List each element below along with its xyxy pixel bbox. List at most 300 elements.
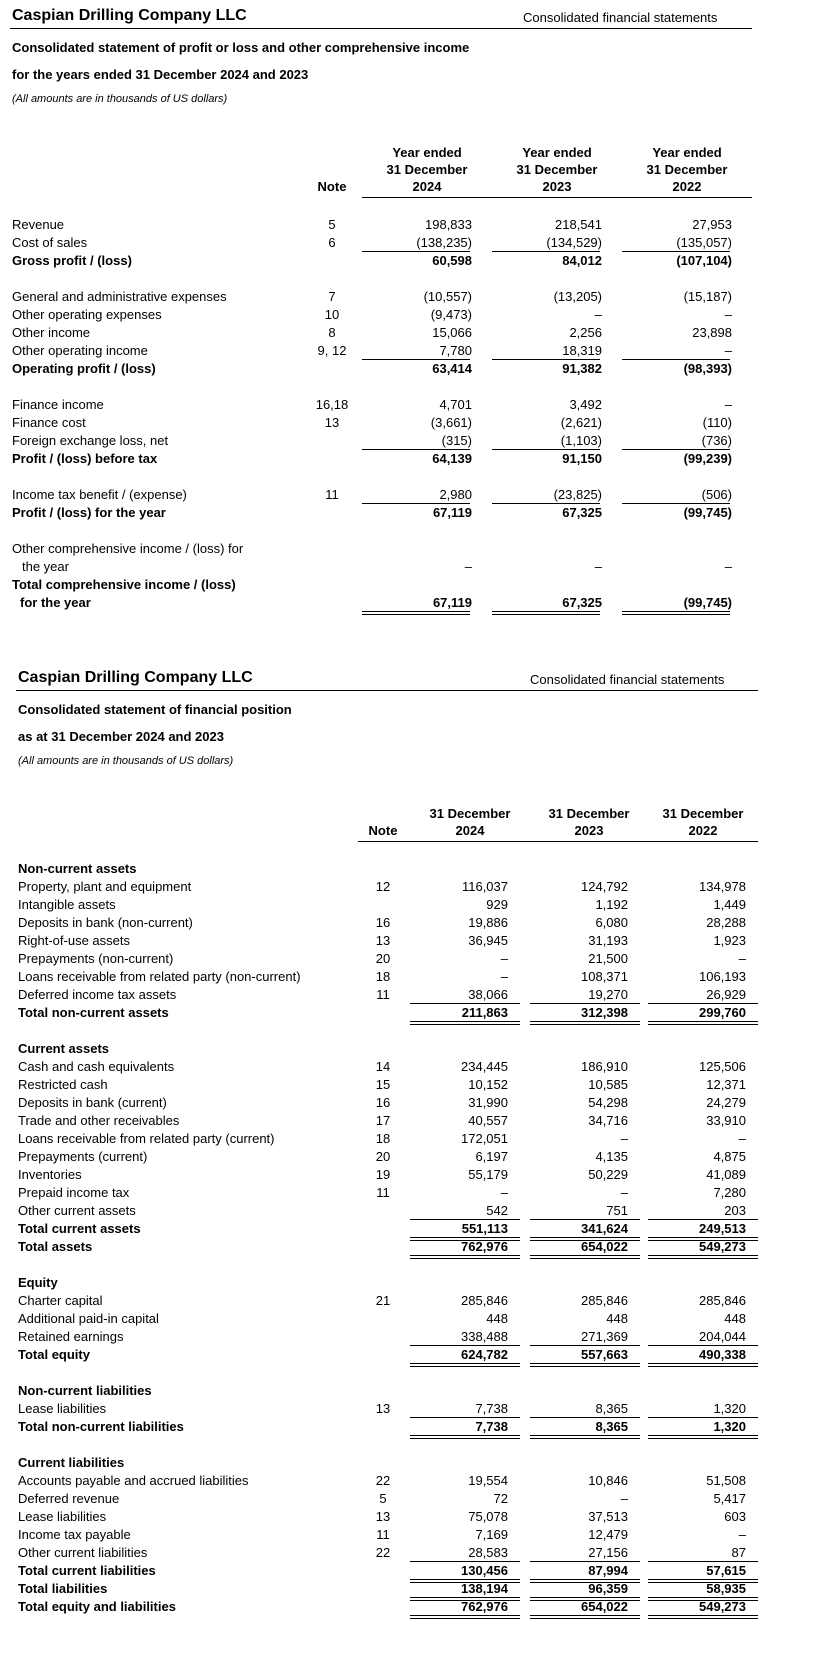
fp-row-value: 19,270 — [588, 987, 628, 1002]
fp-row-value: 72 — [493, 1491, 508, 1506]
pl-row-value: – — [724, 343, 732, 358]
fp-row-value: 285,846 — [461, 1293, 508, 1308]
fp-row-value: – — [500, 1185, 508, 1200]
fp-row-label: Total equity — [18, 1347, 90, 1362]
fp-row-value: 203 — [724, 1203, 746, 1218]
fp-row-label: Other current liabilities — [18, 1545, 148, 1560]
fp-table-row — [0, 1382, 832, 1399]
fp-row-value: 40,557 — [468, 1113, 508, 1128]
pl-col-header-line: Year ended — [522, 145, 592, 160]
fp-table-row — [0, 950, 832, 967]
pl-row-value: (2,621) — [560, 415, 602, 430]
fp-row-label: Prepayments (non-current) — [18, 951, 174, 966]
pl-row-value: (98,393) — [683, 361, 732, 376]
fp-row-note: 12 — [375, 879, 391, 894]
fp-row-value: 10,846 — [588, 1473, 628, 1488]
fp-row-label: Loans receivable from related party (current) — [18, 1131, 275, 1146]
fp-table-row — [0, 1148, 832, 1165]
pl-row-note: 11 — [325, 487, 339, 502]
fp-row-label: Other current assets — [18, 1203, 136, 1218]
fp-total-double-rule — [530, 1255, 640, 1259]
pl-row-value: (9,473) — [430, 307, 472, 322]
fp-row-value: 58,935 — [706, 1581, 746, 1596]
pl-row-value: 18,319 — [562, 343, 602, 358]
pl-total-double-rule — [492, 611, 600, 615]
pl-row-value: (99,239) — [683, 451, 732, 466]
pl-table-row — [0, 252, 832, 269]
pl-row-value: – — [464, 559, 472, 574]
fp-table-row — [0, 1058, 832, 1075]
pl-row-value: (15,187) — [683, 289, 732, 304]
fp-row-note: 13 — [375, 933, 391, 948]
fp-table-row — [0, 1490, 832, 1507]
fp-row-value: 762,976 — [461, 1599, 508, 1614]
fp-row-value: 27,156 — [588, 1545, 628, 1560]
pl-row-label: Finance cost — [12, 415, 86, 430]
fp-col-header-line: 31 December — [548, 806, 630, 821]
fp-total-double-rule — [648, 1363, 758, 1367]
fp-row-note: 11 — [376, 1527, 390, 1542]
fp-row-value: – — [500, 969, 508, 984]
fp-row-note: 18 — [375, 969, 391, 984]
fp-row-value: 124,792 — [581, 879, 628, 894]
fp-row-label: Additional paid-in capital — [18, 1311, 159, 1326]
fp-header-rule — [16, 690, 758, 691]
fp-table-row — [0, 986, 832, 1003]
fp-row-note: 15 — [375, 1077, 391, 1092]
pl-row-note: 9, 12 — [317, 343, 347, 358]
fp-table-row — [0, 1598, 832, 1615]
pl-row-value: 4,701 — [439, 397, 472, 412]
pl-row-value: (138,235) — [416, 235, 472, 250]
fp-row-value: 557,663 — [581, 1347, 628, 1362]
fp-note-header: Note — [368, 823, 398, 838]
pl-col-header-line: Year ended — [392, 145, 462, 160]
pl-row-value: 91,382 — [562, 361, 602, 376]
fp-total-double-rule — [648, 1615, 758, 1619]
fp-row-value: 1,320 — [713, 1401, 746, 1416]
fp-row-value: 234,445 — [461, 1059, 508, 1074]
fp-total-double-rule — [410, 1255, 520, 1259]
pl-row-value: (99,745) — [683, 595, 732, 610]
pl-row-value: (736) — [701, 433, 732, 448]
pl-row-label: Operating profit / (loss) — [12, 361, 156, 376]
fp-row-value: 551,113 — [461, 1221, 508, 1236]
fp-row-label: Charter capital — [18, 1293, 103, 1308]
pl-table-row — [0, 540, 832, 557]
fp-row-label: Non-current liabilities — [18, 1383, 152, 1398]
fp-row-value: 172,051 — [461, 1131, 508, 1146]
fp-row-value: 549,273 — [699, 1239, 746, 1254]
pl-col-header-line: 31 December — [386, 162, 468, 177]
pl-table-row — [0, 504, 832, 521]
pl-table-row — [0, 216, 832, 233]
fp-table-row — [0, 1472, 832, 1489]
pl-row-value: (315) — [441, 433, 472, 448]
fp-row-note: 20 — [375, 951, 391, 966]
pl-col-header-line: 2023 — [542, 179, 572, 194]
fp-col-header-line: 2024 — [455, 823, 485, 838]
pl-row-value: (506) — [701, 487, 732, 502]
fp-row-value: 249,513 — [699, 1221, 746, 1236]
pl-total-double-rule — [622, 611, 730, 615]
fp-header-right: Consolidated financial statements — [530, 672, 725, 687]
fp-table-row — [0, 1202, 832, 1219]
fp-row-value: 106,193 — [699, 969, 746, 984]
pl-row-label: Other operating expenses — [12, 307, 162, 322]
fp-row-value: 19,886 — [468, 915, 508, 930]
pl-row-label: Finance income — [12, 397, 104, 412]
pl-row-value: 2,980 — [439, 487, 472, 502]
fp-row-value: 312,398 — [581, 1005, 628, 1020]
pl-header-right: Consolidated financial statements — [523, 10, 718, 25]
fp-row-value: 1,192 — [595, 897, 628, 912]
fp-row-label: Cash and cash equivalents — [18, 1059, 175, 1074]
pl-row-value: 67,325 — [562, 505, 602, 520]
fp-row-note: 20 — [375, 1149, 391, 1164]
fp-row-label: Total non-current liabilities — [18, 1419, 184, 1434]
pl-col-header — [362, 144, 492, 195]
fp-row-value: 204,044 — [699, 1329, 746, 1344]
fp-row-value: 6,197 — [475, 1149, 508, 1164]
fp-table-row — [0, 860, 832, 877]
pl-row-label: the year — [22, 559, 69, 574]
fp-title: Consolidated statement of financial position — [18, 702, 292, 717]
pl-title: Consolidated statement of profit or loss and other comprehensive income — [12, 40, 470, 55]
fp-total-double-rule — [648, 1435, 758, 1439]
pl-row-note: 7 — [328, 289, 336, 304]
pl-row-value: – — [724, 397, 732, 412]
fp-row-value: 211,863 — [461, 1005, 508, 1020]
fp-row-value: 929 — [486, 897, 508, 912]
pl-col-header-line: Year ended — [652, 145, 722, 160]
fp-row-note: 11 — [376, 987, 390, 1002]
fp-row-value: 96,359 — [588, 1581, 628, 1596]
fp-row-value: 5,417 — [713, 1491, 746, 1506]
pl-row-value: 84,012 — [562, 253, 602, 268]
fp-table-row — [0, 1418, 832, 1435]
pl-col-header-line: 31 December — [516, 162, 598, 177]
pl-row-note: 16,18 — [315, 397, 349, 412]
fp-row-value: 55,179 — [468, 1167, 508, 1182]
pl-row-label: Gross profit / (loss) — [12, 253, 132, 268]
fp-row-value: 31,193 — [588, 933, 628, 948]
pl-row-note: 6 — [328, 235, 336, 250]
pl-table-row — [0, 324, 832, 341]
pl-row-value: (135,057) — [676, 235, 732, 250]
pl-table-row — [0, 396, 832, 413]
fp-row-label: Deferred revenue — [18, 1491, 120, 1506]
pl-row-note: 13 — [324, 415, 340, 430]
pl-row-value: 63,414 — [432, 361, 472, 376]
pl-table-row — [0, 486, 832, 503]
pl-row-label: Other income — [12, 325, 91, 340]
fp-row-note: 22 — [375, 1545, 391, 1560]
fp-row-label: Total liabilities — [18, 1581, 108, 1596]
fp-row-value: 54,298 — [588, 1095, 628, 1110]
fp-row-value: – — [738, 951, 746, 966]
fp-row-value: 7,738 — [475, 1419, 508, 1434]
fp-row-value: 134,978 — [699, 879, 746, 894]
fp-row-label: Lease liabilities — [18, 1509, 107, 1524]
fp-row-value: 108,371 — [581, 969, 628, 984]
fp-row-value: 26,929 — [706, 987, 746, 1002]
fp-table-row — [0, 1094, 832, 1111]
pl-row-note: 8 — [328, 325, 336, 340]
fp-row-label: Property, plant and equipment — [18, 879, 192, 894]
fp-col-header-line: 31 December — [429, 806, 511, 821]
fp-table-row — [0, 968, 832, 985]
fp-total-double-rule — [648, 1021, 758, 1025]
fp-total-double-rule — [410, 1615, 520, 1619]
pl-table-row — [0, 414, 832, 431]
fp-table-row — [0, 1508, 832, 1525]
pl-col-header-line: 31 December — [646, 162, 728, 177]
fp-row-value: 10,152 — [468, 1077, 508, 1092]
fp-row-value: 19,554 — [468, 1473, 508, 1488]
pl-col-header — [622, 144, 752, 195]
fp-row-note: 22 — [375, 1473, 391, 1488]
fp-row-value: 6,080 — [595, 915, 628, 930]
fp-table-row — [0, 1274, 832, 1291]
pl-row-value: 64,139 — [432, 451, 472, 466]
fp-row-value: 285,846 — [699, 1293, 746, 1308]
fp-row-value: 186,910 — [581, 1059, 628, 1074]
pl-table-row — [0, 288, 832, 305]
pl-row-value: – — [594, 559, 602, 574]
fp-row-label: Accounts payable and accrued liabilities — [18, 1473, 249, 1488]
fp-table-row — [0, 1400, 832, 1417]
fp-row-label: Total non-current assets — [18, 1005, 169, 1020]
fp-row-value: 762,976 — [461, 1239, 508, 1254]
fp-row-value: 138,194 — [461, 1581, 508, 1596]
fp-row-value: – — [620, 1131, 628, 1146]
fp-row-label: Deferred income tax assets — [18, 987, 177, 1002]
pl-row-note: 5 — [328, 217, 336, 232]
fp-total-double-rule — [410, 1435, 520, 1439]
pl-table-row — [0, 234, 832, 251]
fp-row-label: Prepaid income tax — [18, 1185, 130, 1200]
fp-table-row — [0, 1166, 832, 1183]
fp-total-double-rule — [530, 1435, 640, 1439]
pl-col-header-rule — [362, 197, 752, 198]
fp-row-value: 448 — [486, 1311, 508, 1326]
fp-row-value: – — [620, 1185, 628, 1200]
fp-row-note: 13 — [375, 1401, 391, 1416]
pl-row-value: (10,557) — [423, 289, 472, 304]
pl-total-double-rule — [362, 611, 470, 615]
fp-col-header-rule — [358, 841, 758, 842]
fp-total-double-rule — [648, 1255, 758, 1259]
fp-row-value: 7,169 — [475, 1527, 508, 1542]
pl-row-value: 198,833 — [425, 217, 472, 232]
fp-subtitle: as at 31 December 2024 and 2023 — [18, 729, 224, 744]
pl-row-label: Other comprehensive income / (loss) for — [12, 541, 244, 556]
fp-row-value: 36,945 — [468, 933, 508, 948]
pl-row-label: Revenue — [12, 217, 65, 232]
fp-row-label: Inventories — [18, 1167, 82, 1182]
fp-table-row — [0, 1076, 832, 1093]
pl-row-value: 27,953 — [692, 217, 732, 232]
fp-row-note: 16 — [375, 1095, 391, 1110]
fp-row-value: 12,479 — [588, 1527, 628, 1542]
fp-table-row — [0, 1526, 832, 1543]
fp-row-value: 10,585 — [588, 1077, 628, 1092]
fp-table-row — [0, 1562, 832, 1579]
fp-row-value: 542 — [486, 1203, 508, 1218]
fp-row-label: Current liabilities — [18, 1455, 125, 1470]
pl-row-value: 15,066 — [432, 325, 472, 340]
pl-row-label: Foreign exchange loss, net — [12, 433, 169, 448]
fp-row-value: 624,782 — [461, 1347, 508, 1362]
fp-row-value: 51,508 — [706, 1473, 746, 1488]
fp-total-double-rule — [530, 1615, 640, 1619]
fp-total-double-rule — [410, 1363, 520, 1367]
fp-row-value: 8,365 — [595, 1419, 628, 1434]
fp-table-row — [0, 878, 832, 895]
pl-row-value: 3,492 — [569, 397, 602, 412]
fp-row-value: 654,022 — [581, 1239, 628, 1254]
fp-row-value: 751 — [606, 1203, 628, 1218]
fp-row-value: 448 — [724, 1311, 746, 1326]
fp-row-value: 31,990 — [468, 1095, 508, 1110]
fp-row-label: Equity — [18, 1275, 58, 1290]
fp-row-note: 17 — [375, 1113, 391, 1128]
fp-row-value: 33,910 — [706, 1113, 746, 1128]
fp-row-label: Total equity and liabilities — [18, 1599, 176, 1614]
pl-row-value: 67,119 — [432, 505, 472, 520]
pl-col-header-line: 2022 — [672, 179, 702, 194]
fp-total-double-rule — [410, 1021, 520, 1025]
pl-row-value: (3,661) — [430, 415, 472, 430]
fp-row-value: 50,229 — [588, 1167, 628, 1182]
pl-row-value: – — [724, 307, 732, 322]
fp-row-note: 5 — [379, 1491, 387, 1506]
pl-row-value: 60,598 — [432, 253, 472, 268]
fp-row-note: 13 — [375, 1509, 391, 1524]
fp-row-value: 341,624 — [581, 1221, 628, 1236]
pl-row-value: (13,205) — [553, 289, 602, 304]
fp-table-row — [0, 1040, 832, 1057]
fp-row-value: 125,506 — [699, 1059, 746, 1074]
pl-table-row — [0, 558, 832, 575]
fp-row-value: 75,078 — [468, 1509, 508, 1524]
fp-row-value: 41,089 — [706, 1167, 746, 1182]
fp-amounts-note: (All amounts are in thousands of US dollars) — [18, 755, 234, 767]
fp-row-value: – — [500, 951, 508, 966]
fp-col-header-line: 2023 — [574, 823, 604, 838]
fp-table-row — [0, 1580, 832, 1597]
fp-row-value: 24,279 — [706, 1095, 746, 1110]
fp-table-row — [0, 1220, 832, 1237]
pl-table-row — [0, 594, 832, 611]
fp-row-value: 448 — [606, 1311, 628, 1326]
fp-row-value: 7,738 — [475, 1401, 508, 1416]
fp-col-header — [648, 805, 758, 839]
fp-row-label: Loans receivable from related party (non-current) — [18, 969, 301, 984]
fp-row-note: 14 — [375, 1059, 391, 1074]
pl-row-value: 218,541 — [555, 217, 602, 232]
fp-row-label: Intangible assets — [18, 897, 116, 912]
fp-row-value: 116,037 — [461, 879, 508, 894]
fp-table-row — [0, 1292, 832, 1309]
pl-amounts-note: (All amounts are in thousands of US dollars) — [12, 93, 228, 105]
fp-row-value: 57,615 — [706, 1563, 746, 1578]
fp-row-value: 87,994 — [588, 1563, 628, 1578]
fp-row-value: 4,135 — [595, 1149, 628, 1164]
fp-row-label: Non-current assets — [18, 861, 137, 876]
fp-total-double-rule — [530, 1021, 640, 1025]
fp-table-row — [0, 1184, 832, 1201]
fp-row-note: 19 — [375, 1167, 391, 1182]
pl-row-value: (23,825) — [553, 487, 602, 502]
pl-subtitle: for the years ended 31 December 2024 and 2023 — [12, 67, 309, 82]
fp-row-value: 12,371 — [706, 1077, 746, 1092]
fp-row-value: 490,338 — [699, 1347, 746, 1362]
fp-table-row — [0, 1004, 832, 1021]
fp-row-label: Total assets — [18, 1239, 93, 1254]
pl-row-value: 67,119 — [432, 595, 472, 610]
fp-row-label: Retained earnings — [18, 1329, 124, 1344]
fp-row-value: 7,280 — [713, 1185, 746, 1200]
fp-table-row — [0, 1112, 832, 1129]
pl-row-label: Profit / (loss) before tax — [12, 451, 158, 466]
fp-row-value: 38,066 — [468, 987, 508, 1002]
fp-table-row — [0, 914, 832, 931]
fp-table-row — [0, 1454, 832, 1471]
pl-row-value: (110) — [702, 415, 732, 430]
pl-row-label: Profit / (loss) for the year — [12, 505, 166, 520]
fp-row-note: 21 — [375, 1293, 391, 1308]
fp-table-row — [0, 1544, 832, 1561]
fp-row-value: 271,369 — [581, 1329, 628, 1344]
pl-table-row — [0, 360, 832, 377]
fp-row-value: 1,923 — [713, 933, 746, 948]
pl-table-row — [0, 576, 832, 593]
fp-row-value: – — [620, 1491, 628, 1506]
fp-table-row — [0, 1130, 832, 1147]
fp-table-row — [0, 896, 832, 913]
pl-row-value: 7,780 — [439, 343, 472, 358]
fp-row-label: Prepayments (current) — [18, 1149, 148, 1164]
pl-row-value: (99,745) — [683, 505, 732, 520]
fp-company-name: Caspian Drilling Company LLC — [18, 669, 253, 686]
pl-table-row — [0, 450, 832, 467]
fp-row-value: 21,500 — [588, 951, 628, 966]
fp-row-value: – — [738, 1527, 746, 1542]
pl-row-value: (134,529) — [546, 235, 602, 250]
fp-row-value: 87 — [731, 1545, 746, 1560]
fp-row-value: 4,875 — [713, 1149, 746, 1164]
fp-row-value: 28,288 — [706, 915, 746, 930]
pl-table-row — [0, 342, 832, 359]
pl-col-header-line: 2024 — [412, 179, 442, 194]
fp-col-header — [410, 805, 530, 839]
fp-col-header-line: 31 December — [662, 806, 744, 821]
fp-row-value: 130,456 — [461, 1563, 508, 1578]
fp-row-value: 603 — [724, 1509, 746, 1524]
pl-row-label: Cost of sales — [12, 235, 88, 250]
fp-col-header-line: 2022 — [688, 823, 718, 838]
fp-table-row — [0, 1310, 832, 1327]
fp-row-value: 1,449 — [713, 897, 746, 912]
fp-row-label: Total current liabilities — [18, 1563, 156, 1578]
pl-company-name: Caspian Drilling Company LLC — [12, 7, 247, 24]
pl-header-rule — [10, 28, 752, 29]
pl-note-header: Note — [317, 179, 347, 194]
pl-row-label: General and administrative expenses — [12, 289, 227, 304]
fp-row-value: 28,583 — [468, 1545, 508, 1560]
